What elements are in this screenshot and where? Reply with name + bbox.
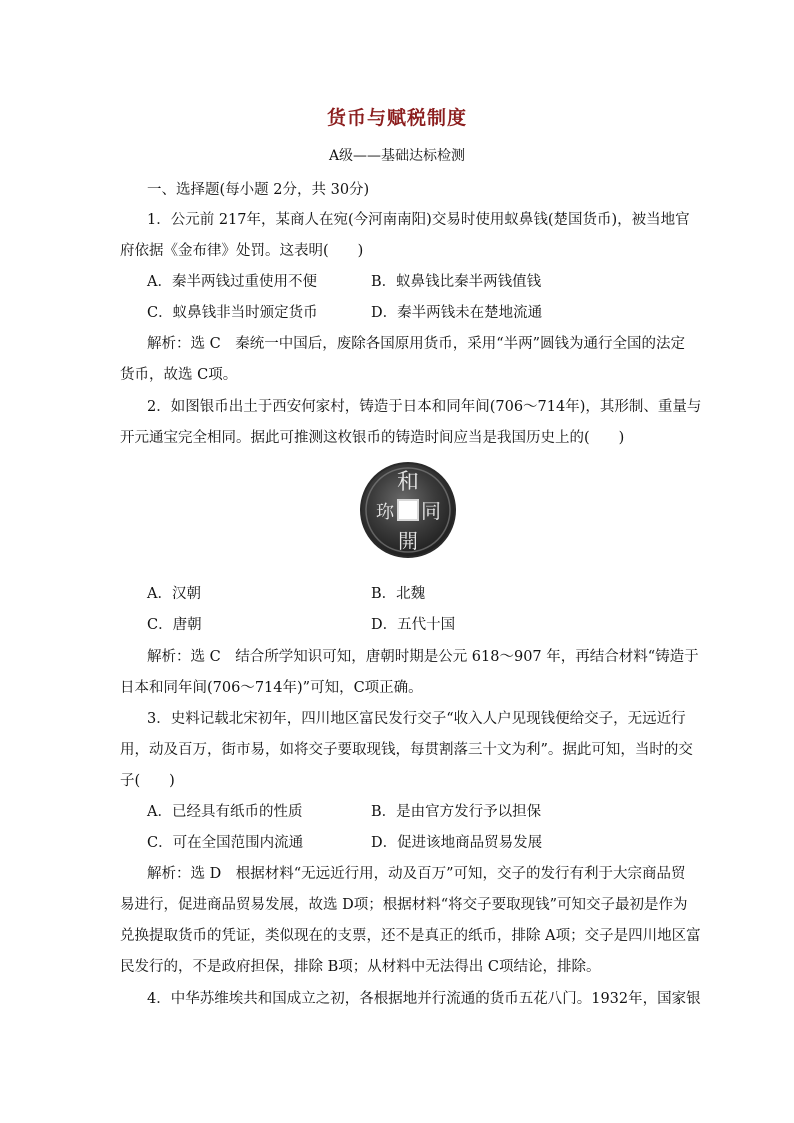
q1-stem-line-1: 1．公元前 217年，某商人在宛(今河南南阳)交易时使用蚁鼻钱(楚国货币)，被当地官 — [147, 212, 690, 228]
q4-stem-line-1: 4．中华苏维埃共和国成立之初，各根据地并行流通的货币五花八门。1932年，国家银 — [147, 991, 701, 1007]
q1-option-b: B．蚁鼻钱比秦半两钱值钱 — [371, 274, 542, 290]
q3-option-d: D．促进该地商品贸易发展 — [371, 835, 543, 851]
q3-option-b: B．是由官方发行予以担保 — [371, 804, 542, 820]
q3-analysis-line-2: 易进行，促进商品贸易发展，故选 D项；根据材料“将交子要取现钱”可知交子最初是作为 — [120, 897, 688, 913]
q3-analysis-line-1: 解析：选 D 根据材料“无远近行用，动及百万”可知，交子的发行有利于大宗商品贸 — [147, 866, 686, 882]
q2-option-a: A．汉朝 — [147, 586, 201, 602]
q2-option-d: D．五代十国 — [371, 617, 456, 633]
q1-option-c: C．蚁鼻钱非当时颁定货币 — [147, 305, 318, 321]
q3-analysis-line-4: 民发行的，不是政府担保，排除 B项；从材料中无法得出 C项结论，排除。 — [120, 959, 601, 975]
page-title: 货币与赋税制度 — [326, 107, 467, 129]
q2-option-b: B．北魏 — [371, 586, 426, 602]
q2-stem-line-2: 开元通宝完全相同。据此可推测这枚银币的铸造时间应当是我国历史上的( ) — [120, 430, 625, 446]
q2-stem-line-1: 2．如图银币出土于西安何家村，铸造于日本和同年间(706～714年)，其形制、重量与 — [147, 399, 702, 415]
coin-char-left: 珎 — [376, 502, 394, 523]
section-heading: 一、选择题(每小题 2分，共 30分) — [147, 182, 370, 198]
coin-char-bottom: 開 — [398, 529, 418, 553]
coin-square-hole — [398, 500, 418, 520]
q2-analysis-line-2: 日本和同年间(706～714年)”可知，C项正确。 — [120, 680, 423, 696]
q1-analysis-line-1: 解析：选 C 秦统一中国后，废除各国原用货币，采用“半两”圆钱为通行全国的法定 — [147, 336, 686, 352]
q1-stem-line-2: 府依据《金布律》处罚。这表明( ) — [120, 243, 364, 259]
q3-stem-line-3: 子( ) — [120, 773, 175, 789]
coin-image — [358, 460, 458, 560]
q2-option-c: C．唐朝 — [147, 617, 202, 633]
q1-option-a: A．秦半两钱过重使用不便 — [147, 274, 317, 290]
q1-analysis-line-2: 货币，故选 C项。 — [120, 367, 238, 383]
q1-option-d: D．秦半两钱未在楚地流通 — [371, 305, 543, 321]
coin-char-right: 同 — [421, 499, 441, 523]
q3-stem-line-2: 用，动及百万，街市易，如将交子要取现钱，每贯割落三十文为利”。据此可知，当时的交 — [120, 742, 693, 758]
q3-option-c: C．可在全国范围内流通 — [147, 835, 304, 851]
q3-stem-line-1: 3．史料记载北宋初年，四川地区富民发行交子“收入人户见现钱便给交子，无远近行 — [147, 711, 686, 727]
q3-analysis-line-3: 兑换提取货币的凭证，类似现在的支票，还不是真正的纸币，排除 A项；交子是四川地区富 — [120, 928, 701, 944]
q3-option-a: A．已经具有纸币的性质 — [147, 804, 303, 820]
section-level-heading: A级——基础达标检测 — [328, 148, 466, 164]
q2-analysis-line-1: 解析：选 C 结合所学知识可知，唐朝时期是公元 618～907 年，再结合材料“铸造于 — [147, 649, 699, 665]
coin-char-top: 和 — [396, 470, 420, 495]
